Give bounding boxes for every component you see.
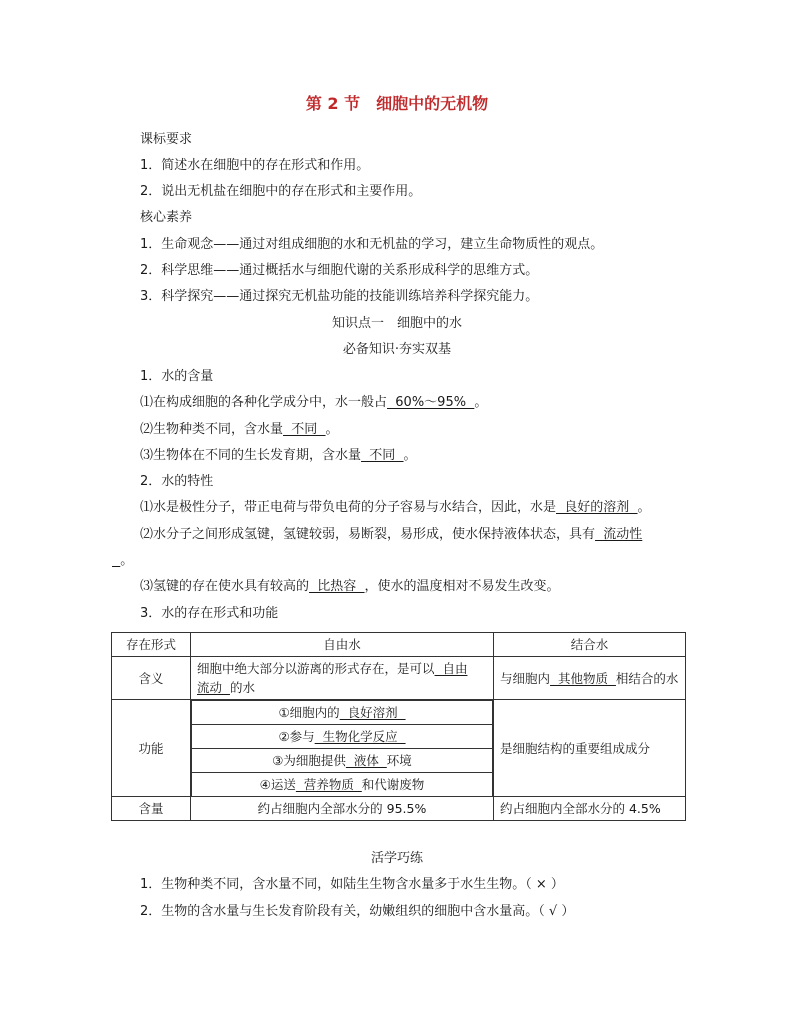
text: ④运送	[259, 777, 296, 792]
subsection-title: 必备知识·夯实双基	[342, 342, 452, 357]
table-row	[112, 700, 686, 797]
text: 相结合的水	[615, 670, 679, 686]
fill-blank: 良好溶剂	[339, 705, 406, 720]
fill-blank: 比热容	[309, 579, 365, 594]
table-header-cell: 存在形式	[112, 633, 191, 657]
text: ⑴在构成细胞的各种化学成分中，水一般占	[140, 395, 388, 410]
text: 。	[120, 553, 134, 568]
literacy-item: 1．生命观念——通过对组成细胞的水和无机盐的学习，建立生命物质性的观点。	[140, 237, 604, 252]
curriculum-item: 2．说出无机盐在细胞中的存在形式和主要作用。	[140, 184, 422, 199]
text: ，使水的温度相对不易发生改变。	[364, 579, 560, 594]
row-label-content: 含量	[112, 797, 191, 821]
fill-blank: 不同	[361, 448, 404, 463]
bound-water-meaning	[494, 657, 686, 700]
literacy-heading: 核心素养	[140, 210, 193, 225]
text: ⑵水分子之间形成氢键，氢键较弱，易断裂，易形成，使水保持液体状态，具有	[140, 527, 596, 542]
literacy-item: 3．科学探究——通过探究无机盐功能的技能训练培养科学探究能力。	[140, 289, 539, 304]
text: 环境	[386, 753, 412, 768]
paragraph	[140, 421, 339, 439]
fill-blank: 液体	[345, 753, 387, 768]
text: 。	[474, 395, 488, 410]
text: 。	[637, 500, 651, 515]
function-item	[192, 701, 493, 725]
literacy-item: 2．科学思维——通过概括水与细胞代谢的关系形成科学的思维方式。	[140, 263, 539, 278]
row-label-function: 功能	[112, 700, 191, 797]
text: ③为细胞提供	[272, 753, 346, 768]
free-water-meaning	[191, 657, 494, 700]
paragraph	[140, 578, 560, 596]
paragraph	[140, 526, 642, 544]
text: ②参与	[278, 729, 315, 744]
page-title: 第 2 节 细胞中的无机物	[305, 94, 489, 113]
bound-water-function: 是细胞结构的重要组成成分	[494, 700, 686, 797]
practice-item: 1．生物种类不同，含水量不同，如陆生生物含水量多于水生生物。（ × ）	[140, 877, 564, 892]
text: ⑴水是极性分子，带正电荷与带负电荷的分子容易与水结合，因此，水是	[140, 500, 557, 515]
paragraph-continuation	[112, 552, 133, 570]
heading-water-content: 1．水的含量	[140, 369, 214, 384]
text: ⑶生物体在不同的生长发育期，含水量	[140, 448, 362, 463]
function-item	[192, 749, 493, 773]
table-row	[112, 633, 686, 657]
practice-item: 2．生物的含水量与生长发育阶段有关，幼嫩组织的细胞中含水量高。（ √ ）	[140, 904, 575, 919]
fill-blank: 良好的溶剂	[556, 500, 638, 515]
table-header-cell: 结合水	[494, 633, 686, 657]
paragraph	[140, 499, 651, 517]
function-item	[192, 773, 493, 797]
fill-blank: 自由	[434, 661, 468, 676]
fill-blank: 生物化学反应	[314, 729, 406, 744]
text: ⑶氢键的存在使水具有较高的	[140, 579, 310, 594]
paragraph	[140, 394, 487, 412]
text: 与细胞内	[500, 670, 551, 686]
function-item	[192, 725, 493, 749]
text: ①细胞内的	[278, 705, 340, 720]
bound-water-content: 约占细胞内全部水分的 4.5%	[494, 797, 686, 821]
table-row	[112, 657, 686, 700]
heading-water-properties: 2．水的特性	[140, 474, 214, 489]
function-list	[191, 700, 493, 796]
free-water-functions	[191, 700, 494, 797]
fill-blank: 流动性	[595, 527, 643, 542]
curriculum-item: 1．简述水在细胞中的存在形式和作用。	[140, 158, 370, 173]
text: 和代谢废物	[361, 777, 425, 792]
row-label-meaning: 含义	[112, 657, 191, 700]
text: 。	[325, 422, 339, 437]
fill-blank: 60%～95%	[387, 395, 475, 410]
fill-blank: 不同	[283, 422, 326, 437]
text: 的水	[229, 680, 255, 695]
practice-heading: 活学巧练	[370, 851, 423, 866]
text: 。	[403, 448, 417, 463]
text: 细胞中绝大部分以游离的形式存在，是可以	[197, 661, 435, 676]
table-row	[112, 797, 686, 821]
paragraph	[140, 447, 417, 465]
text: ⑵生物种类不同，含水量	[140, 422, 284, 437]
fill-blank: 流动	[197, 680, 230, 695]
table-header-cell: 自由水	[191, 633, 494, 657]
section-title: 知识点一 细胞中的水	[331, 316, 462, 331]
free-water-content: 约占细胞内全部水分的 95.5%	[191, 797, 494, 821]
fill-blank: 营养物质	[295, 777, 362, 792]
curriculum-heading: 课标要求	[140, 132, 193, 147]
water-forms-table	[111, 632, 686, 821]
heading-water-forms: 3．水的存在形式和功能	[140, 606, 279, 621]
fill-blank: 其他物质	[550, 670, 616, 686]
